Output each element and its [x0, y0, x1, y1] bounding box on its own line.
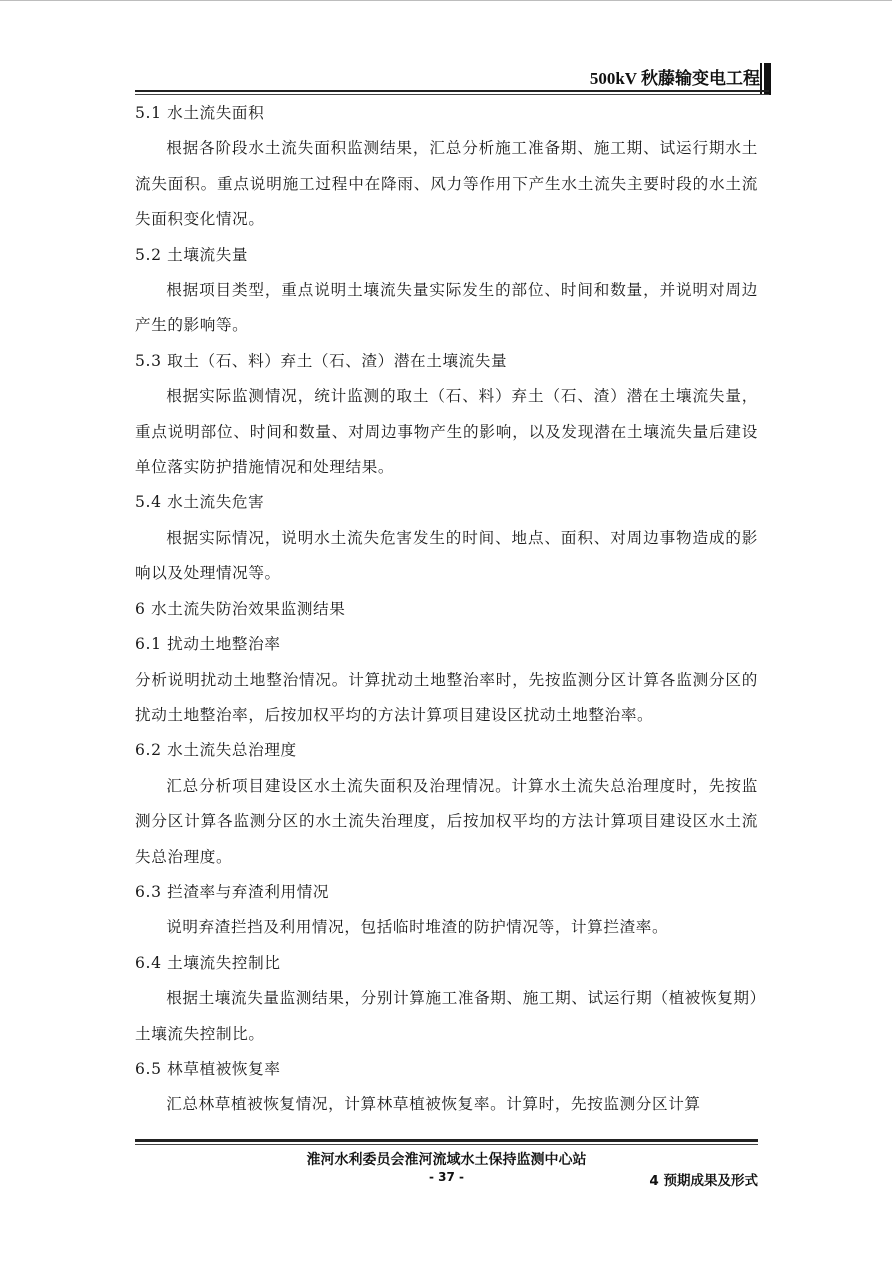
section-heading: 6.5 林草植被恢复率	[135, 1059, 281, 1078]
section-heading: 5.3 取土（石、料）弃土（石、渣）潜在土壤流失量	[135, 351, 508, 370]
section-paragraph: 说明弃渣拦挡及利用情况，包括临时堆渣的防护情况等，计算拦渣率。	[166, 918, 669, 937]
header-rule	[135, 90, 769, 92]
section-paragraph: 汇总林草植被恢复情况，计算林草植被恢复率。计算时，先按监测分区计算	[166, 1095, 701, 1114]
section-heading: 6.1 扰动土地整治率	[135, 635, 281, 654]
section-paragraph: 根据实际监测情况，统计监测的取土（石、料）弃土（石、渣）潜在土壤流失量，重点说明部位、时间和数量、对周边事物产生的影响，以及发现潜在土壤流失量后建设单位落实防护措施情况和处理结果。	[135, 387, 758, 477]
section-paragraph: 根据各阶段水土流失面积监测结果，汇总分析施工准备期、施工期、试运行期水土流失面积。重点说明施工过程中在降雨、风力等作用下产生水土流失主要时段的水土流失面积变化情况。	[135, 139, 758, 229]
section-paragraph: 根据实际情况，说明水土流失危害发生的时间、地点、面积、对周边事物造成的影响以及处理情况等。	[135, 528, 758, 583]
header-title: 500kV 秋藤输变电工程	[589, 69, 760, 88]
chapter-heading: 6 水土流失防治效果监测结果	[135, 599, 346, 618]
document-body	[135, 96, 758, 1123]
footer-chapter-label: 4 预期成果及形式	[649, 1173, 758, 1189]
section-heading: 6.2 水土流失总治理度	[135, 741, 297, 760]
section-heading: 5.2 土壤流失量	[135, 245, 249, 264]
section-paragraph: 根据土壤流失量监测结果，分别计算施工准备期、施工期、试运行期（植被恢复期）土壤流失控制比。	[135, 989, 758, 1043]
footer-rule-thin	[135, 1144, 758, 1145]
footer-rule	[135, 1139, 758, 1142]
section-paragraph: 分析说明扰动土地整治情况。计算扰动土地整治率时，先按监测分区计算各监测分区的扰动土地整治率，后按加权平均的方法计算项目建设区扰动土地整治率。	[135, 670, 758, 724]
footer-organization: 淮河水利委员会淮河流域水土保持监测中心站	[306, 1152, 587, 1168]
page-number: - 37 -	[428, 1170, 464, 1184]
section-heading: 6.3 拦渣率与弃渣利用情况	[135, 882, 330, 901]
section-paragraph: 汇总分析项目建设区水土流失面积及治理情况。计算水土流失总治理度时，先按监测分区计算各监测分区的水土流失治理度，后按加权平均的方法计算项目建设区水土流失总治理度。	[135, 776, 758, 866]
page-top-border	[0, 0, 892, 1]
section-heading: 6.4 土壤流失控制比	[135, 953, 281, 972]
header-rule-thin	[135, 94, 769, 95]
section-heading: 5.1 水土流失面积	[135, 104, 265, 122]
section-paragraph: 根据项目类型，重点说明土壤流失量实际发生的部位、时间和数量，并说明对周边产生的影响等。	[135, 281, 758, 335]
section-heading: 5.4 水土流失危害	[135, 493, 265, 512]
